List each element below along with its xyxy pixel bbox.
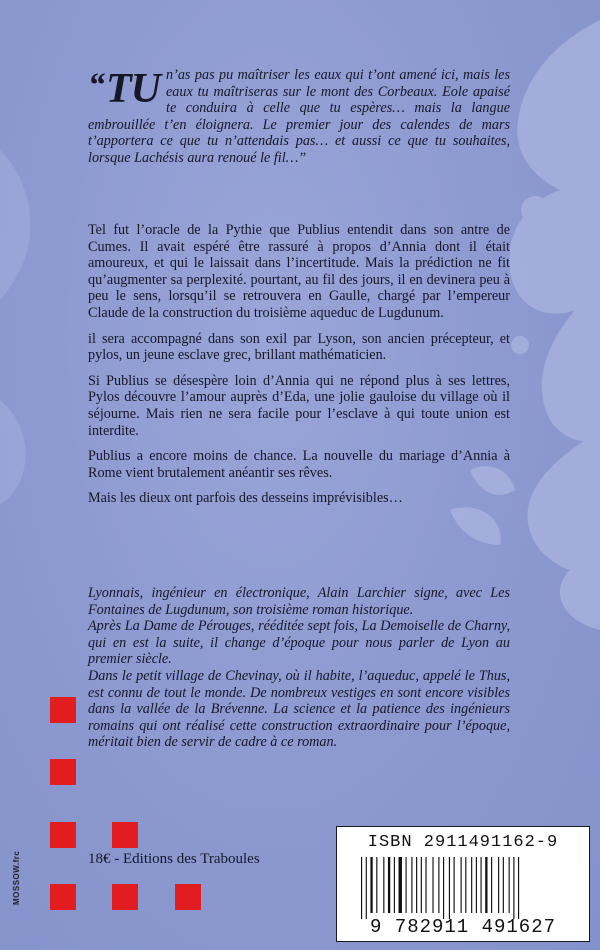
barcode-bar <box>421 857 422 913</box>
red-square-decoration <box>50 759 76 785</box>
ean-number: 9 782911 491627 <box>369 916 557 938</box>
barcode-bar <box>513 857 514 919</box>
barcode-bar <box>491 857 492 913</box>
barcode-bar <box>485 857 487 913</box>
barcode-bar <box>361 857 362 919</box>
synopsis-paragraph: il sera accompagné dans son exil par Lyson, son ancien précepteur, et pylos, un jeune esclave grec, brillant mathématicien. <box>88 330 510 364</box>
barcode-bar <box>394 857 395 913</box>
barcode-bar <box>465 857 466 913</box>
bio-paragraph: Lyonnais, ingénieur en électronique, Alain Larchier signe, avec Les Fontaines de Lugdunum, son troisième roman historique. <box>88 585 510 618</box>
barcode-bar <box>432 857 433 913</box>
synopsis <box>88 222 510 516</box>
synopsis-paragraph: Si Publius se désespère loin d’Annia qui ne répond plus à ses lettres, Pylos découvre l’amour auprès d’Eda, une jolie gauloise du village où il séjourne. Mais rien ne sera facile pour l’esclave à qui toute union est interdite. <box>88 372 510 439</box>
barcode-bar <box>509 857 510 913</box>
barcode-bar <box>498 857 499 913</box>
synopsis-paragraph: Tel fut l’oracle de la Pythie que Publius entendit dans son antre de Cumes. Il avait espéré être rassuré à propos d’Annia dont il était amoureux, et qui le laissait dans l’incertitude. Mais la prédiction ne fit qu’augmenter sa perplexité. pourtant, au fil des jours, il en devinera peu à peu le sens, lorsqu’il se retrouvera en Gaulle, chargé par l’empereur Claude de la construction du troisième aqueduc de Lugdunum. <box>88 222 510 321</box>
barcode-bar <box>411 857 412 913</box>
author-bio <box>88 585 510 751</box>
oracle-quote <box>88 67 510 167</box>
barcode-bar <box>399 857 402 913</box>
synopsis-paragraph: Mais les dieux ont parfois des desseins imprévisibles… <box>88 490 403 507</box>
bio-paragraph: Dans le petit village de Chevinay, où il habite, l’aqueduc, appelé le Thus, est connu de tout le monde. De nombreux vestiges en sont encore visibles dans la vallée de la Brévenne. La science et la patience des ingénieurs romains qui ont réalisé cette construction extraordinaire pour l’époque, méritait bien de servir de cadre à ce roman. <box>88 667 510 751</box>
red-square-decoration <box>50 697 76 723</box>
red-square-decoration <box>112 884 138 910</box>
isbn-number: ISBN 2911491162-9 <box>367 833 559 852</box>
price-publisher: 18€ - Editions des Traboules <box>88 851 260 867</box>
ornament-left-decoration <box>0 150 90 670</box>
synopsis-paragraph: Publius a encore moins de chance. La nouvelle du mariage d’Annia à Rome vient brutalement anéantir ses rêves. <box>88 448 510 481</box>
barcode-bar <box>481 857 482 913</box>
barcode-bar <box>443 857 444 919</box>
barcode-bar <box>383 857 384 913</box>
barcode-bar <box>476 857 477 913</box>
barcode-bar <box>366 857 367 919</box>
barcode-bar <box>461 857 462 913</box>
barcode-bar <box>376 857 377 913</box>
red-square-decoration <box>50 822 76 848</box>
barcode-bar <box>454 857 455 913</box>
barcode-bar <box>370 857 372 913</box>
red-square-decoration <box>50 884 76 910</box>
barcode-bar <box>406 857 407 913</box>
barcode-bar <box>518 857 519 919</box>
quote-text: n’as pas pu maîtriser les eaux qui t’ont amené ici, mais les eaux tu maîtriseras sur le mont des Corbeaux. Eole apaisé te conduira à celle que tu espères… mais la langue embrouillée t’en éloignera. Le premier jour des calendes de mars t’apportera ce que tu n’attendais pas… et aussi ce que tu souhaites, lorsque Lachésis aura renoué le fil…” <box>88 67 510 166</box>
quote-drop-cap: “TU <box>88 66 160 112</box>
barcode-bar <box>471 857 472 913</box>
barcode-bar <box>438 857 439 913</box>
red-square-decoration <box>112 822 138 848</box>
isbn-barcode-box <box>336 826 590 942</box>
barcode-bar <box>425 857 426 913</box>
barcode-bar <box>449 857 450 919</box>
red-square-decoration <box>175 884 201 910</box>
vertical-printer-mark: MOSSOW.frc <box>12 850 21 905</box>
barcode-graphic <box>359 857 569 919</box>
bio-paragraph: Après La Dame de Pérouges, rééditée sept fois, La Demoiselle de Charny, qui en est la suite, il change d’époque pour nous parler de Lyon au premier siècle. <box>88 618 510 668</box>
barcode-bar <box>503 857 504 913</box>
barcode-bar <box>388 857 390 913</box>
barcode-bar <box>416 857 417 913</box>
